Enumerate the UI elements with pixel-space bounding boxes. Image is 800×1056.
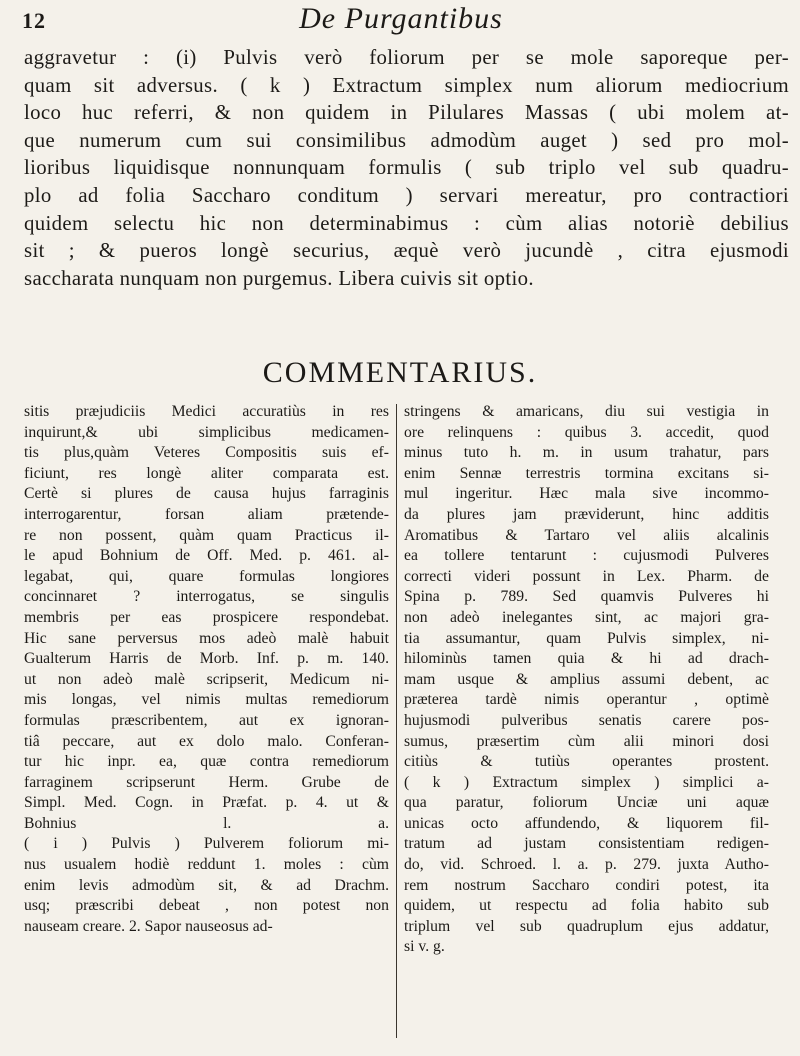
column-divider (396, 404, 397, 1038)
right-column-line: unicas octo affundendo, & liquorem fil- (404, 814, 769, 832)
left-column-line: tiâ peccare, aut ex dolo malo. Conferan- (24, 732, 389, 750)
left-column-line: nus usualem hodiè reddunt 1. moles : cùm (24, 856, 389, 874)
left-column-line: usq; præscribi debeat , non potest non (24, 897, 389, 915)
running-head: De Purgantibus (299, 2, 503, 35)
intro-line: sit ; & pueros longè securius, æquè verò jucundè , citra ejusmodi (24, 239, 789, 263)
page-number: 12 (22, 8, 46, 33)
intro-line: lioribus liquidisque nonnunquam formulis ( sub triplo vel sub quadru- (24, 156, 789, 180)
right-column-line: sumus, præsertim cùm alii minori dosi (404, 732, 769, 750)
right-column-line: da plures jam præviderunt, hinc additis (404, 505, 769, 523)
right-column-line: ( k ) Extractum simplex ) simplici a- (404, 773, 769, 791)
left-column-line: le apud Bohnium de Off. Med. p. 461. al- (24, 547, 389, 565)
left-column-line: Gualterum Harris de Morb. Inf. p. m. 140. (24, 650, 389, 668)
right-column-line: citiùs & tutiùs operantes prostent. (404, 753, 769, 771)
right-column-line: Spina p. 789. Sed quamvis Pulveres hi (404, 588, 769, 606)
left-column-line: tur hic inpr. ea, quæ contra remediorum (24, 753, 389, 771)
left-column-line: nauseam creare. 2. Sapor nauseosus ad- (24, 917, 273, 935)
intro-line: saccharata nunquam non purgemus. Libera cuivis sit optio. (24, 266, 534, 290)
right-column-line: tia assumantur, quam Pulvis simplex, ni- (404, 629, 769, 647)
right-column-line: do, vid. Schroed. l. a. p. 279. juxta Autho- (404, 856, 769, 874)
left-column-line: inquirunt,& ubi simplicibus medicamen- (24, 423, 389, 441)
left-column-line: concinnaret ? interrogatus, se singulis (24, 588, 389, 606)
intro-line: loco huc referri, & non quidem in Pilulares Massas ( ubi molem at- (24, 101, 789, 125)
left-column-line: Bohnius l. a. (24, 814, 389, 832)
intro-paragraph (24, 44, 789, 292)
right-column-line: mam usque & amplius assumi debent, ac (404, 670, 769, 688)
intro-line: plo ad folia Saccharo conditum ) servari mereatur, pro contractiori (24, 183, 789, 207)
intro-line: quidem selectu hic non determinabimus : cùm alias notoriè debilius (24, 211, 789, 235)
intro-line: que numerum cum sui consimilibus admodùm auget ) sed pro mol- (24, 128, 789, 152)
left-column-line: enim levis admodùm sit, & ad Drachm. (24, 876, 389, 894)
right-column-line: correcti videri possunt in Lex. Pharm. de (404, 567, 769, 585)
left-column-line: interrogarentur, forsan aliam prætende- (24, 505, 389, 523)
right-column-line: præterea tardè nimis operantur , optimè (404, 691, 769, 709)
left-column-line: legabat, qui, quare formulas longiores (24, 567, 389, 585)
section-title: COMMENTARIUS. (262, 356, 538, 389)
right-column-line: tratum ad justam consistentiam redigen- (404, 835, 769, 853)
right-column-line: quidem, ut respectu ad folia habito sub (404, 897, 769, 915)
right-column (404, 402, 769, 958)
left-column-line: tis plus,quàm Veteres Compositis suis ef- (24, 444, 389, 462)
left-column-line: formulas præscribentem, aut ex ignoran- (24, 711, 389, 729)
left-column-line: ficiunt, res longè aliter comparata est. (24, 464, 389, 482)
page-header (22, 2, 780, 34)
left-column-line: membris per eas prospicere respondebat. (24, 608, 389, 626)
left-column (24, 402, 389, 937)
intro-line: quam sit adversus. ( k ) Extractum simplex num aliorum mediocrium (24, 73, 789, 97)
right-column-line: enim Sennæ terrestris tormina excitans si- (404, 464, 769, 482)
right-column-line: ea tollere tentarunt : cujusmodi Pulveres (404, 547, 769, 565)
left-column-line: Hic sane perversus mos adeò malè habuit (24, 629, 389, 647)
right-column-line: non adeò inelegantes sint, ac majori gra- (404, 608, 769, 626)
left-column-line: mis longas, vel nimis multas remediorum (24, 691, 389, 709)
right-column-line: stringens & amaricans, diu sui vestigia in (404, 403, 769, 420)
right-column-line: ore relinquens : quibus 3. accedit, quod (404, 423, 769, 441)
left-column-line: sitis præjudiciis Medici accuratiùs in res (24, 403, 389, 420)
left-column-line: re non possent, quàm quam Practicus il- (24, 526, 389, 544)
left-column-line: Certè si plures de causa hujus farraginis (24, 485, 389, 503)
right-column-line: mul ingeritur. Hæc mala sive incommo- (404, 485, 769, 503)
right-column-line: qua paratur, foliorum Unciæ uni aquæ (404, 794, 769, 812)
left-column-line: farraginem scripserunt Herm. Grube de (24, 773, 389, 791)
right-column-line: si v. g. (404, 938, 445, 956)
right-column-line: triplum vel sub quadruplum ejus addatur, (404, 917, 769, 935)
right-column-line: hujusmodi pulveribus senatis carere pos- (404, 711, 769, 729)
left-column-line: Simpl. Med. Cogn. in Præfat. p. 4. ut & (24, 794, 389, 812)
right-column-line: hilominùs tamen quia & hi ad drach- (404, 650, 769, 668)
right-column-line: minus tuto h. m. in usum trahatur, pars (404, 444, 769, 462)
left-column-line: ut non adeò malè scripserit, Medicum ni- (24, 670, 389, 688)
right-column-line: Aromatibus & Tartaro vel aliis alcalinis (404, 526, 769, 544)
right-column-line: rem nostrum Saccharo condiri potest, ita (404, 876, 769, 894)
intro-line: aggravetur : (i) Pulvis verò foliorum per se mole saporeque per- (24, 46, 789, 69)
left-column-line: ( i ) Pulvis ) Pulverem foliorum mi- (24, 835, 389, 853)
